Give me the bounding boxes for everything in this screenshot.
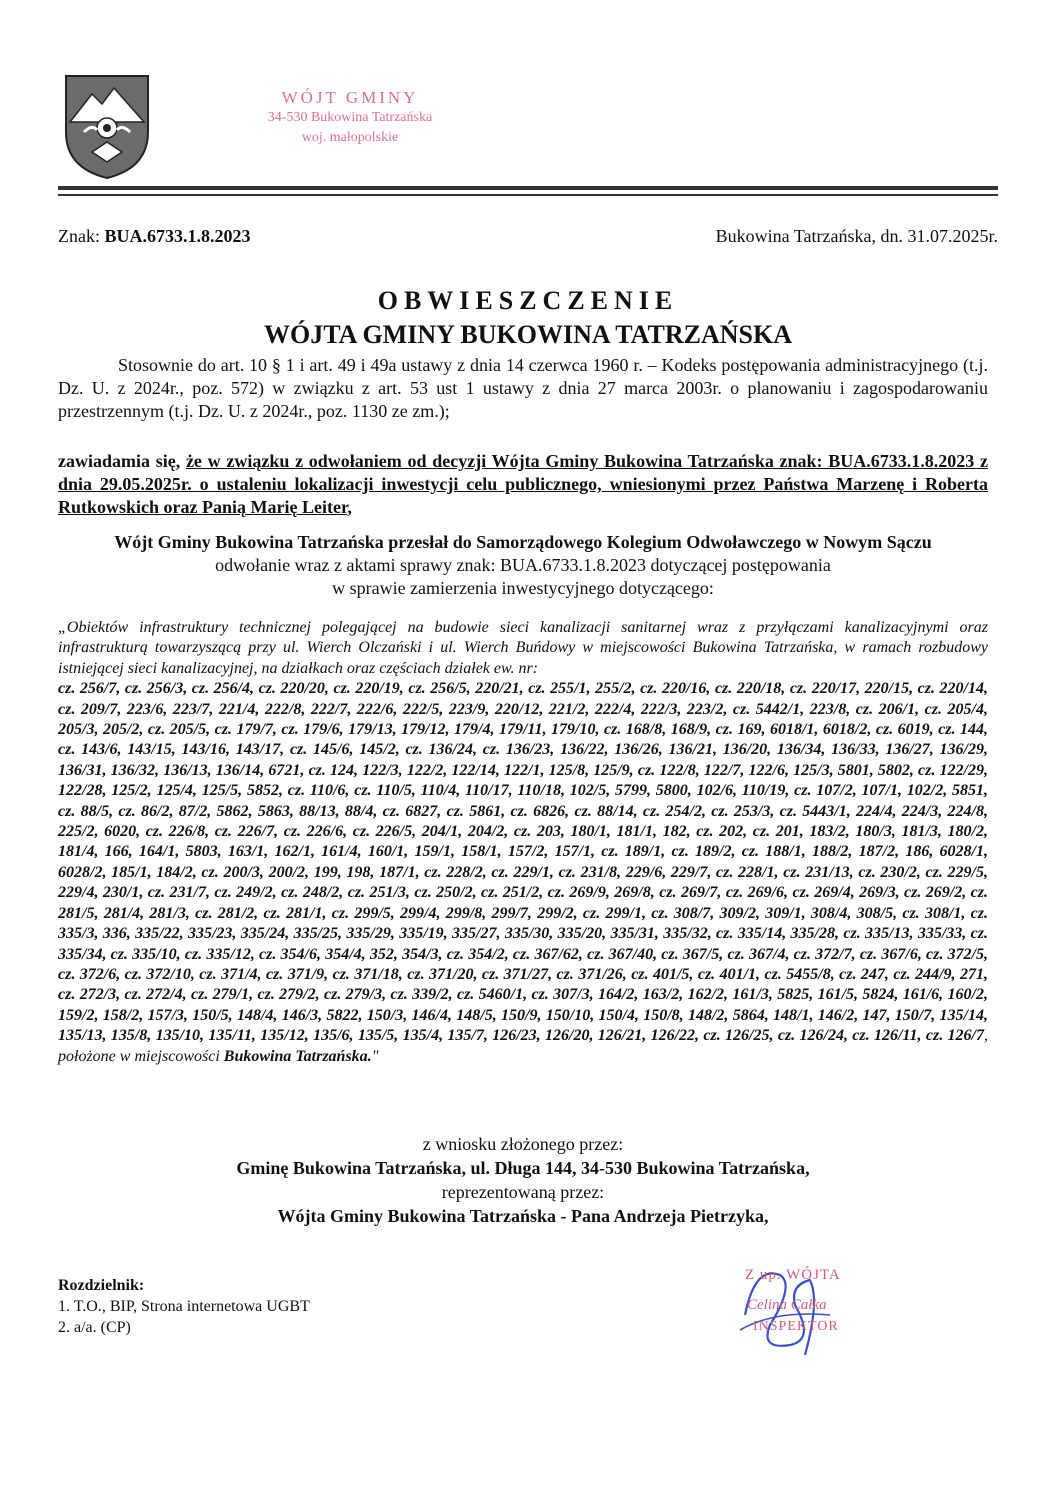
signature-stamp bbox=[735, 1255, 885, 1365]
notice-lead: zawiadamia się, bbox=[58, 451, 186, 471]
title-line-1: OBWIESZCZENIE bbox=[377, 286, 679, 315]
title-line-2: WÓJTA GMINY BUKOWINA TATRZAŃSKA bbox=[263, 320, 792, 349]
municipality-crest-logo bbox=[62, 72, 152, 182]
distribution-heading: Rozdzielnik: bbox=[58, 1277, 145, 1294]
header-rule-thin bbox=[58, 194, 998, 196]
parcel-location-prefix: , położone w miejscowości bbox=[58, 1027, 988, 1065]
stamp-line-2: 34-530 Bukowina Tatrzańska bbox=[267, 110, 433, 125]
applicant-block bbox=[58, 1132, 988, 1228]
notice-appeal-details: że w związku z odwołaniem od decyzji Wójta Gminy Bukowina Tatrzańska znak: BUA.6733.1.8.2023 z dnia 29.05.2025r. o ustaleniu lokalizacji inwestycji celu publicznego, wniesionymi przez Państwa Marzenę i Roberta Rutkowskich oraz Panią Marię Leiter bbox=[58, 451, 988, 517]
transfer-line-3: w sprawie zamierzenia inwestycyjnego dotyczącego: bbox=[332, 578, 714, 598]
place-date: Bukowina Tatrzańska, dn. 31.07.2025r. bbox=[715, 226, 998, 246]
distribution-list bbox=[58, 1275, 310, 1338]
parcel-list bbox=[58, 679, 988, 1067]
stamp-line-1: WÓJT GMINY bbox=[281, 88, 419, 107]
applicant-line-3: reprezentowaną przez: bbox=[441, 1182, 605, 1202]
transfer-block bbox=[58, 531, 988, 600]
reference-label: Znak: bbox=[58, 226, 100, 246]
parcel-location: Bukowina Tatrzańska. bbox=[223, 1047, 372, 1065]
signature-line-3: INSPEKTOR bbox=[753, 1319, 839, 1334]
transfer-line-2: odwołanie wraz z aktami sprawy znak: BUA.6733.1.8.2023 dotyczącej postępowania bbox=[215, 555, 831, 575]
closing-quote: " bbox=[371, 1047, 379, 1065]
distribution-item-2: 2. a/a. (CP) bbox=[58, 1319, 131, 1336]
office-stamp bbox=[240, 88, 460, 148]
legal-basis-paragraph: Stosownie do art. 10 § 1 i art. 49 i 49a ustawy z dnia 14 czerwca 1960 r. – Kodeks postępowania administracyjnego (t.j. Dz. U. z 2024r., poz. 572) w związku z art. 53 ust 1 ustawy z dnia 27 marca 2003r. o planowaniu i zagospodarowaniu przestrzennym (t.j. Dz. U. z 2024r., poz. 1130 ze zm.); bbox=[58, 355, 988, 421]
notice-tail: , bbox=[347, 497, 352, 517]
header-rule-thick bbox=[58, 186, 998, 190]
transfer-line-1: Wójt Gminy Bukowina Tatrzańska przesłał do Samorządowego Kolegium Odwoławczego w Nowym Sączu bbox=[114, 532, 932, 552]
investment-description bbox=[58, 618, 988, 1067]
document-title bbox=[58, 284, 998, 352]
applicant-line-4: Wójta Gminy Bukowina Tatrzańska - Pana Andrzeja Pietrzyka, bbox=[277, 1206, 769, 1226]
distribution-item-1: 1. T.O., BIP, Strona internetowa UGBT bbox=[58, 1298, 310, 1315]
signature-line-2: Celina Całka bbox=[747, 1297, 827, 1313]
reference-number bbox=[58, 226, 251, 247]
applicant-line-2: Gminę Bukowina Tatrzańska, ul. Długa 144, 34-530 Bukowina Tatrzańska, bbox=[236, 1158, 810, 1178]
reference-value: BUA.6733.1.8.2023 bbox=[104, 226, 251, 246]
applicant-line-1: z wniosku złożonego przez: bbox=[422, 1134, 624, 1154]
signature-line-1: Z up. WÓJTA bbox=[745, 1267, 841, 1283]
stamp-line-3: woj. małopolskie bbox=[301, 130, 399, 145]
parcel-numbers: cz. 256/7, cz. 256/3, cz. 256/4, cz. 220/20, cz. 220/19, cz. 256/5, 220/21, cz. 255/1, 255/2, cz. 220/16, cz. 220/18, cz. 220/17, 220/15, cz. 220/14, cz. 209/7, 223/6, 223/7, 221/4, 222/8, 222/7, 222/6, 222/5, 223/9, 220/12, 221/2, 222/4, 222/3, 223/2, cz. 5442/1, 223/8, cz. 206/1, cz. 205/4, 205/3, 205/2, cz. 205/5, cz. 179/7, cz. 179/6, 179/13, 179/12, 179/4, 179/11, 179/10, cz. 168/8, 168/9, cz. 169, 6018/1, 6018/2, cz. 6019, cz. 144, cz. 143/6, 143/15, 143/16, 143/17, cz. 145/6, 145/2, cz. 136/24, cz. 136/23, 136/22, 136/26, 136/21, 136/20, 136/34, 136/33, 136/27, 136/29, 136/31, 136/32, 136/13, 136/14, 6721, cz. 124, 122/3, 122/2, 122/14, 122/1, 125/8, 125/9, cz. 122/8, 122/7, 122/6, 125/3, 5801, 5802, cz. 122/29, 122/28, 125/2, 125/4, 125/5, 5852, cz. 110/6, cz. 110/5, 110/4, 110/17, 110/18, 102/5, 5799, 5800, 102/6, 110/19, cz. 107/2, 107/1, 102/2, 5851, cz. 88/5, cz. 86/2, 87/2, 5862, 5863, 88/13, 88/4, cz. 6827, cz. 5861, cz. 6826, cz. 88/14, cz. 254/2, cz. 253/3, cz. 5443/1, 224/4, 224/3, 224/8, 225/2, 6020, cz. 226/8, cz. 226/7, cz. 226/6, cz. 226/5, 204/1, 204/2, cz. 203, 180/1, 181/1, 182, cz. 202, cz. 201, 183/2, 180/3, 181/3, 180/2, 181/4, 166, 164/1, 5803, 163/1, 162/1, 161/4, 160/1, 159/1, 158/1, 157/2, 157/1, cz. 189/1, cz. 189/2, cz. 188/1, 188/2, 187/2, 186, 6028/1, 6028/2, 185/1, 184/2, cz. 200/3, 200/2, 199, 198, 187/1, cz. 228/2, cz. 229/1, cz. 231/8, 229/6, 229/7, cz. 228/1, cz. 231/13, cz. 230/2, cz. 229/5, 229/4, 230/1, cz. 231/7, cz. 249/2, cz. 248/2, cz. 251/3, cz. 250/2, cz. 251/2, cz. 269/9, 269/8, cz. 269/7, cz. 269/6, cz. 269/4, 269/3, cz. 269/2, cz. 281/5, 281/4, 281/3, cz. 281/2, cz. 281/1, cz. 299/5, 299/4, 299/8, 299/7, 299/2, cz. 299/1, cz. 308/7, 309/2, 309/1, 308/4, 308/5, cz. 308/1, cz. 335/3, 336, 335/22, 335/23, 335/24, 335/25, 335/29, 335/19, 335/27, 335/30, 335/20, 335/31, 335/32, cz. 335/14, 335/28, cz. 335/13, 335/33, cz. 335/34, cz. 335/10, cz. 335/12, cz. 354/6, 354/4, 352, 354/3, cz. 354/2, cz. 367/62, cz. 367/40, cz. 367/5, cz. 367/4, cz. 372/7, cz. 367/6, cz. 372/5, cz. 372/6, cz. 372/10, cz. 371/4, cz. 371/9, cz. 371/18, cz. 371/20, cz. 371/27, cz. 371/26, cz. 401/5, cz. 401/1, cz. 5455/8, cz. 247, cz. 244/9, 271, cz. 272/3, cz. 272/4, cz. 279/1, cz. 279/2, cz. 279/3, cz. 339/2, cz. 5460/1, cz. 307/3, 164/2, 163/2, 162/2, 161/3, 5825, 161/5, 5824, 161/6, 160/2, 159/2, 158/2, 157/3, 150/5, 148/4, 146/3, 5822, 150/3, 146/4, 148/5, 150/9, 150/10, 150/4, 150/8, 148/2, 5864, 148/1, 146/2, 147, 150/7, 135/14, 135/13, 135/8, 135/10, 135/11, 135/12, 135/6, 135/5, 135/4, 135/7, 126/23, 126/20, 126/21, 126/22, cz. 126/25, cz. 126/24, cz. 126/11, cz. 126/7 bbox=[58, 680, 988, 1045]
notice-paragraph bbox=[58, 450, 988, 519]
investment-description-text: „Obiektów infrastruktury technicznej polegającej na budowie sieci kanalizacji sanitarnej wraz z przyłączami kanalizacyjnymi oraz infrastrukturą towarzyszącą przy ul. Wierch Olczański i ul. Wierch Buńdowy w miejscowości Bukowina Tatrzańska, w ramach rozbudowy istniejącej sieci kanalizacyjnej, na działkach oraz częściach działek ew. nr: bbox=[58, 619, 988, 677]
